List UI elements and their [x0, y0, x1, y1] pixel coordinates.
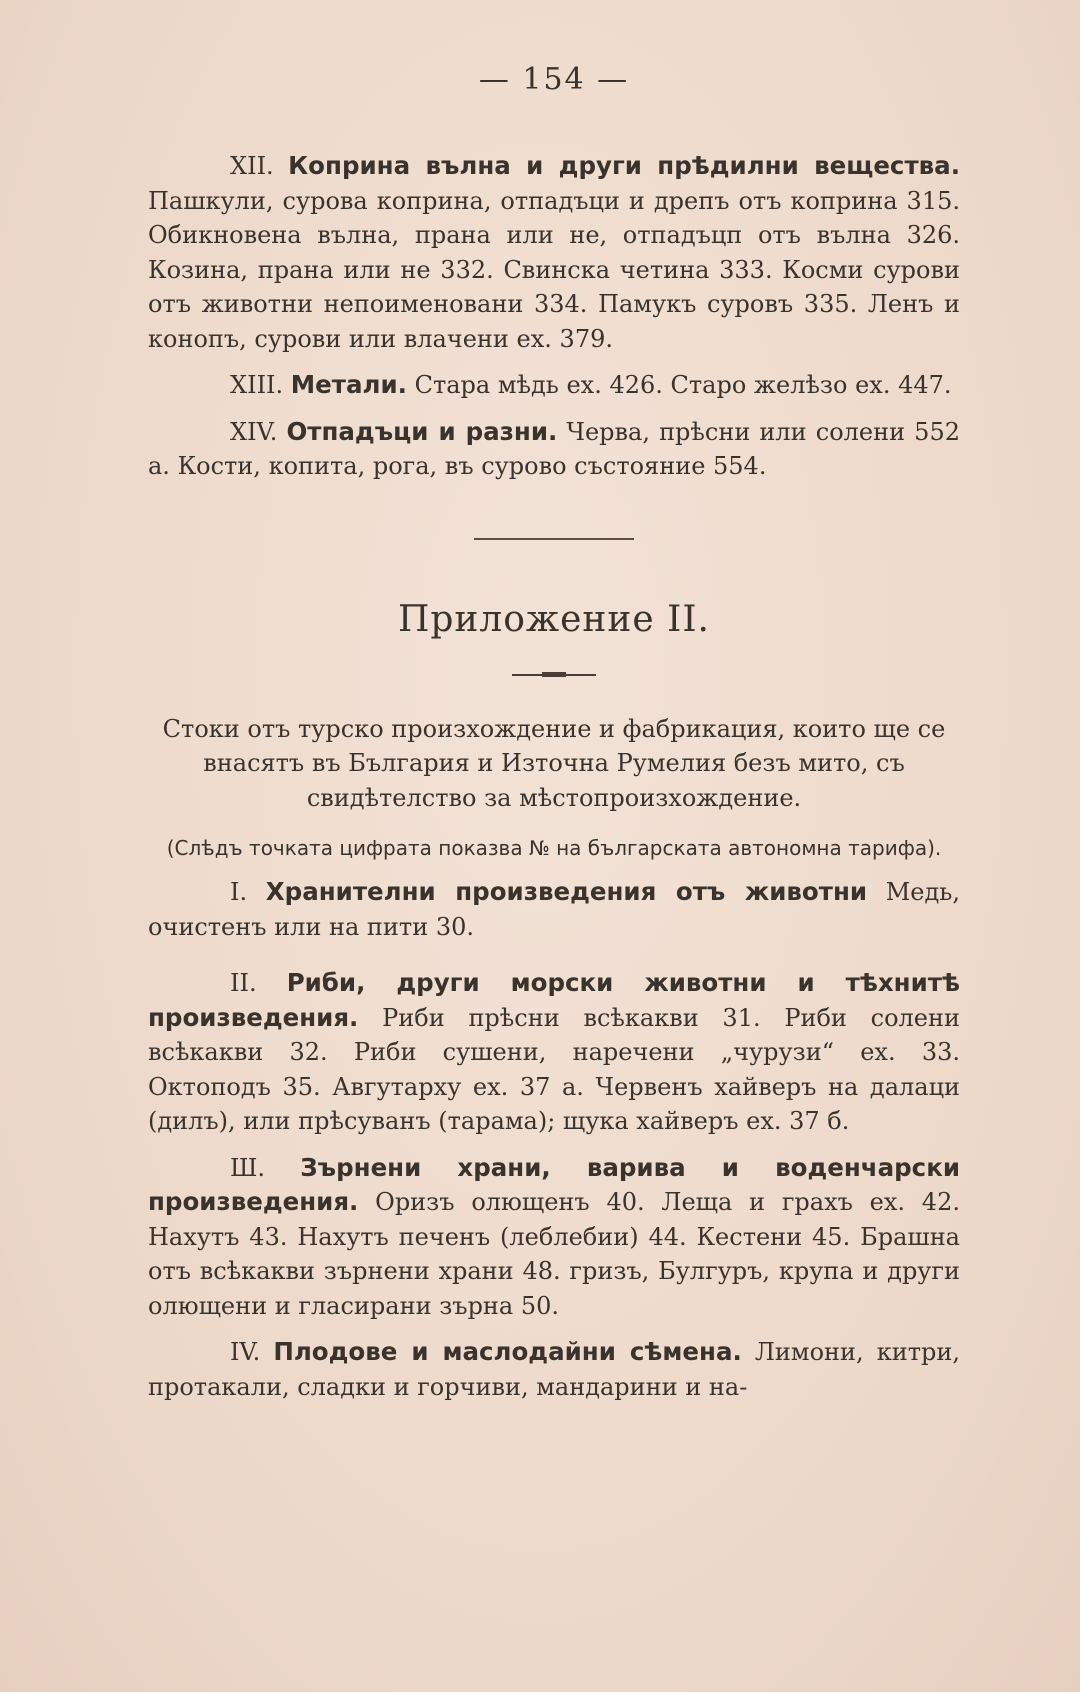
appendix-section-ii	[148, 966, 960, 1139]
page-content	[148, 62, 960, 1404]
section-number: Ш.	[230, 1153, 266, 1182]
section-title: Коприна вълна и други прѣдилни вещества.	[288, 151, 961, 180]
section-divider	[474, 538, 634, 540]
section-xiv	[148, 415, 960, 484]
section-title: Метали.	[290, 370, 407, 399]
section-number: XIII.	[230, 371, 284, 399]
section-text: Стара мѣдь ex. 426. Старо желѣзо ex. 447.	[414, 371, 952, 399]
section-number: IV.	[230, 1338, 261, 1366]
section-title: Зърнени храни, варива и воденчарски произведения.	[148, 1152, 960, 1216]
section-text: Оризъ олющенъ 40. Леща и грахъ ex. 42. Нахутъ 43. Нахутъ печенъ (леблебии) 44. Кестени 45. Брашна отъ всѣкакви зърнени храни 48. гризъ, Булгуръ, крупа и други олющени и гласирани зърна 50.	[148, 1188, 960, 1320]
appendix-section-i	[148, 875, 960, 944]
page-number: — 154 —	[478, 62, 630, 97]
section-xii	[148, 149, 960, 356]
section-number: I.	[230, 878, 248, 906]
section-title: Хранителни произведения отъ животни	[265, 877, 868, 906]
title-ornament	[512, 674, 596, 676]
tariff-note: (Слѣдъ точката цифрата показва № на българската автономна тарифа).	[166, 836, 942, 860]
appendix-section-iii	[148, 1151, 960, 1324]
section-number: II.	[230, 969, 257, 997]
appendix-intro: Стоки отъ турско произхождение и фабрикация, които ще се внасятъ въ България и Източна Румелия безъ мито, съ свидѣтелство за мѣстопроизхождение.	[162, 714, 946, 812]
section-text: Риби прѣсни всѣкакви 31. Риби солени всѣкакви 32. Риби сушени, наречени „чурузи“ ex. 33. Октоподъ 35. Авгутарху ex. 37 а. Червенъ хайверъ на далаци (дилъ), или прѣсуванъ (тарама); щука хайверъ ex. 37 б.	[148, 1003, 960, 1135]
section-title: Плодове и маслодайни сѣмена.	[273, 1337, 742, 1366]
section-text: Медь, очистенъ или на пити 30.	[148, 878, 960, 941]
section-number: XII.	[230, 152, 274, 180]
section-text: Черва, прѣсни или солени 552 а. Кости, копита, рога, въ сурово състояние 554.	[148, 417, 960, 480]
section-text: Лимони, китри, протакали, сладки и горчиви, мандарини и на-	[148, 1338, 960, 1401]
appendix-title: Приложение II.	[397, 598, 711, 640]
section-title: Отпадъци и разни.	[286, 416, 558, 446]
section-number: XIV.	[230, 417, 278, 446]
section-text: Пашкули, сурова коприна, отпадъци и дрепъ отъ коприна 315. Обикновена вълна, прана или не, отпадъцп отъ вълна 326. Козина, прана или не 332. Свинска четина 333. Косми сурови отъ животни непоименовани 334. Памукъ суровъ 335. Ленъ и конопъ, сурови или влачени ex. 379.	[148, 186, 960, 353]
section-xiii	[148, 368, 960, 403]
section-title: Риби, други морски животни и тѣхнитѣ произведения.	[148, 968, 960, 1032]
appendix-section-iv	[148, 1335, 960, 1404]
